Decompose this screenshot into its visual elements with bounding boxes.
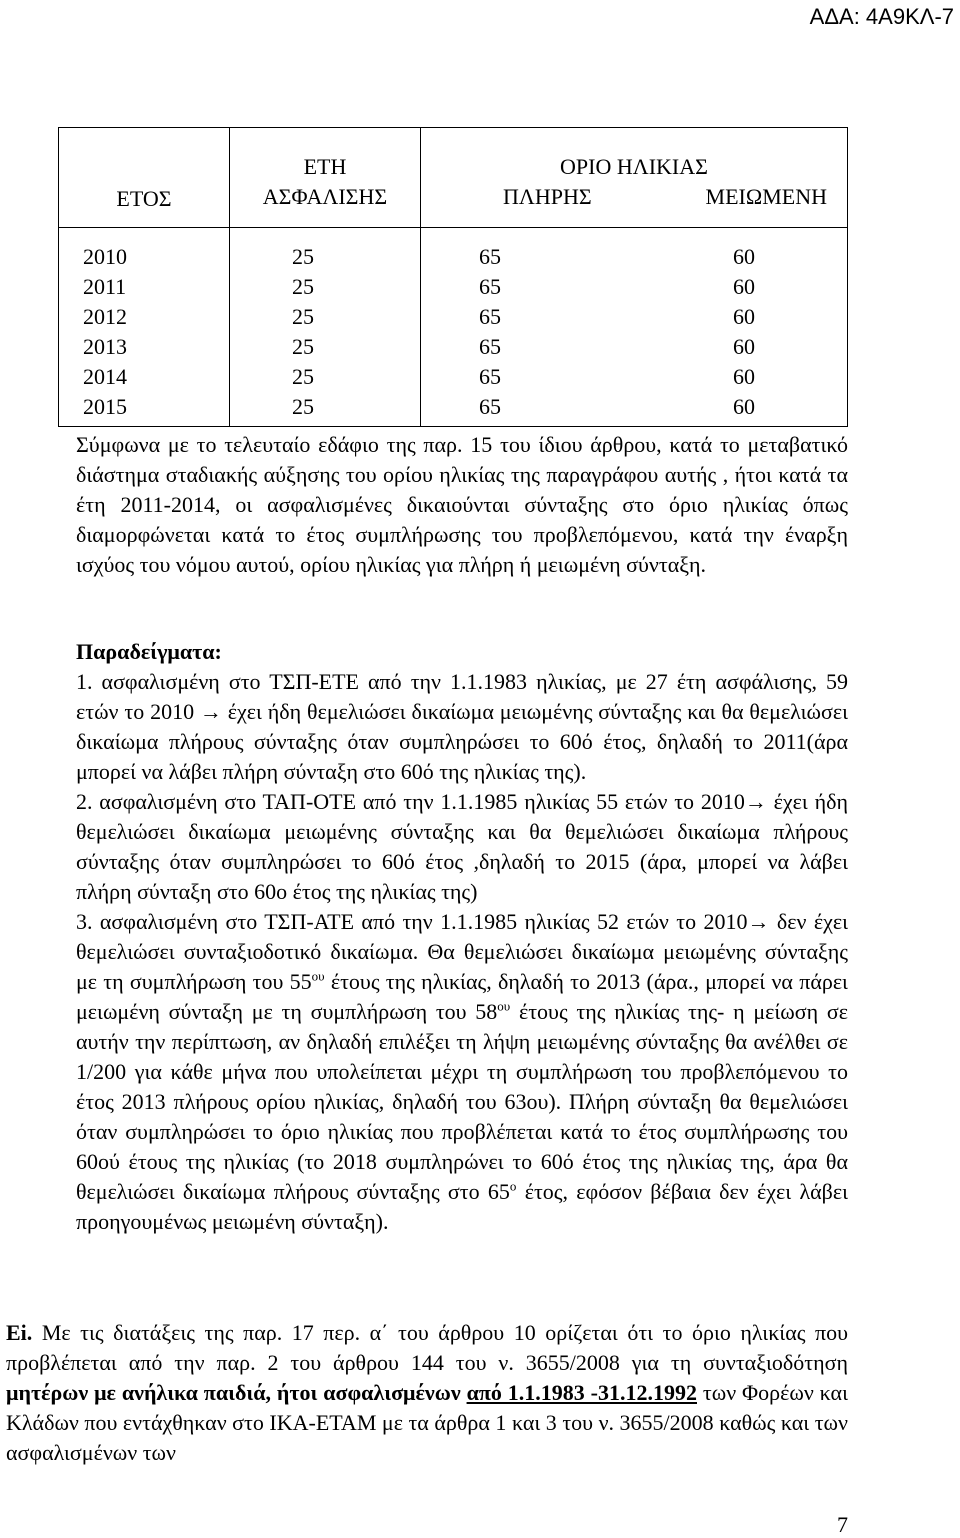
header-reduced: ΜΕΙΩΜΕΝΗ <box>705 184 827 209</box>
paragraph-transition: Σύμφωνα με το τελευταίο εδάφιο της παρ. 15 του ίδιου άρθρου, κατά το μεταβατικό διάστημα σταδιακής αύξησης του ορίου ηλικίας της παραγράφου αυτής , ήτοι κατά τα έτη 2011-2014, οι ασφαλισμένες δικαιούνται σύνταξης στο όριο ηλικίας όπως διαμορφώνεται κατά το έτος συμπλήρωσης του προβλεπόμενου, κατά την έναρξη ισχύος του νόμου αυτού, ορίου ηλικίας για πλήρη ή μειωμένη σύνταξη. <box>76 432 848 577</box>
table-cell: 2012 <box>83 304 127 329</box>
table-cell: 25 <box>292 274 314 299</box>
age-limit-table <box>58 127 848 427</box>
item-label: Ei. <box>6 1320 33 1345</box>
age-columns: 65 60 65 60 65 60 65 60 65 60 65 60 <box>421 228 848 427</box>
table-cell: 2014 <box>83 364 127 389</box>
examples-section <box>6 637 848 1237</box>
paragraph-mothers: Ei. Με τις διατάξεις της παρ. 17 περ. α΄ του άρθρου 10 ορίζεται ότι το όριο ηλικίας που προβλέπεται από την παρ. 2 του άρθρου 144 του ν. 3655/2008 για τη συνταξιοδότηση μητέρων με ανήλικα παιδιά, ήτοι ασφαλισμένων από 1.1.1983 -31.12.1992 των Φορέων και Κλάδων που εντάχθηκαν στο ΙΚΑ-ΕΤΑΜ με τα άρθρα 1 και 3 του ν. 3655/2008 καθώς και των ασφαλισμένων των <box>6 1320 848 1465</box>
table-cell: 25 <box>292 364 314 389</box>
page-number: 7 <box>837 1512 848 1537</box>
table-cell: 2015 <box>83 394 127 419</box>
examples-title: Παραδείγματα: <box>76 639 222 664</box>
table-cell: 25 <box>292 304 314 329</box>
example-3: 3. ασφαλισμένη στο ΤΣΠ-ΑΤΕ από την 1.1.1985 ηλικίας 52 ετών το 2010→ δεν έχει θεμελιώσει συνταξιοδοτικό δικαίωμα. Θα θεμελιώσει δικαίωμα μειωμένης σύνταξης με τη συμπλήρωση του $55^{o\upsilon}$ έτους της ηλικίας, δηλαδή το 2013 (άρα., μπορεί να πάρει μειωμένη σύνταξη με τη συμπλήρωση του $58^{o\upsilon}$ έτους της ηλικίας της- η μείωση σε αυτήν την περίπτωση, αν δηλαδή επιλέξει τη λήψη μειωμένης σύνταξης θα ανέλθει σε 1/200 για κάθε μήνα που υπολείπεται μέχρι τη συμπλήρωση του προβλεπόμενου το έτος 2013 πλήρους ορίου ηλικίας, δηλαδή του 63ου). Πλήρη σύνταξη θα θεμελιώσει όταν συμπληρώσει το όριο ηλικίας που προβλέπεται κατά το έτος συμπλήρωσης του 60ού έτους της ηλικίας (το 2018 συμπληρώνει το 60ό έτος της ηλικίας της, άρα θα θεμελιώσει δικαίωμα πλήρους σύνταξης στο $65^o$ έτος, εφόσον βέβαια δεν έχει λάβει προηγουμένως μειωμένη σύνταξη). <box>76 909 848 1234</box>
table-cell: 2013 <box>83 334 127 359</box>
header-age-limit: ΟΡΙΟ ΗΛΙΚΙΑΣ ΠΛΗΡΗΣ ΜΕΙΩΜΕΝΗ <box>421 128 848 228</box>
header-year: ΕΤΟΣ <box>59 128 230 228</box>
table-cell: 2011 <box>83 274 127 299</box>
table-cell: 25 <box>292 394 314 419</box>
insurance-column <box>230 228 421 427</box>
header-insurance-years: ΕΤΗ ΑΣΦΑΛΙΣΗΣ <box>230 128 421 228</box>
table-cell: 25 <box>292 334 314 359</box>
example-2: 2. ασφαλισμένη στο ΤΑΠ-ΟΤΕ από την 1.1.1985 ηλικίας 55 ετών το 2010→ έχει ήδη θεμελιώσει δικαίωμα μειωμένης σύνταξης και θα θεμελιώσει δικαίωμα πλήρους σύνταξης όταν συμπληρώσει το 60ό έτος ,δηλαδή το 2015 (άρα, μπορεί να λάβει πλήρη σύνταξη στο 60ο έτος της ηλικίας της) <box>76 789 848 904</box>
example-1: 1. ασφαλισμένη στο ΤΣΠ-ΕΤΕ από την 1.1.1983 ηλικίας, με 27 έτη ασφάλισης, 59 ετών το 2010 → έχει ήδη θεμελιώσει δικαίωμα μειωμένης σύνταξης και θα θεμελιώσει δικαίωμα πλήρους σύνταξης όταν συμπληρώσει το 60ό έτος, δηλαδή το 2011(άρα μπορεί να λάβει πλήρη σύνταξη στο 60ό της ηλικίας της). <box>76 669 848 784</box>
year-column <box>59 228 230 427</box>
table-cell: 25 <box>292 244 314 269</box>
document-code: ΑΔΑ: 4Α9ΚΛ-7 <box>809 4 954 29</box>
table-cell: 2010 <box>83 244 127 269</box>
header-full: ΠΛΗΡΗΣ <box>503 184 592 209</box>
